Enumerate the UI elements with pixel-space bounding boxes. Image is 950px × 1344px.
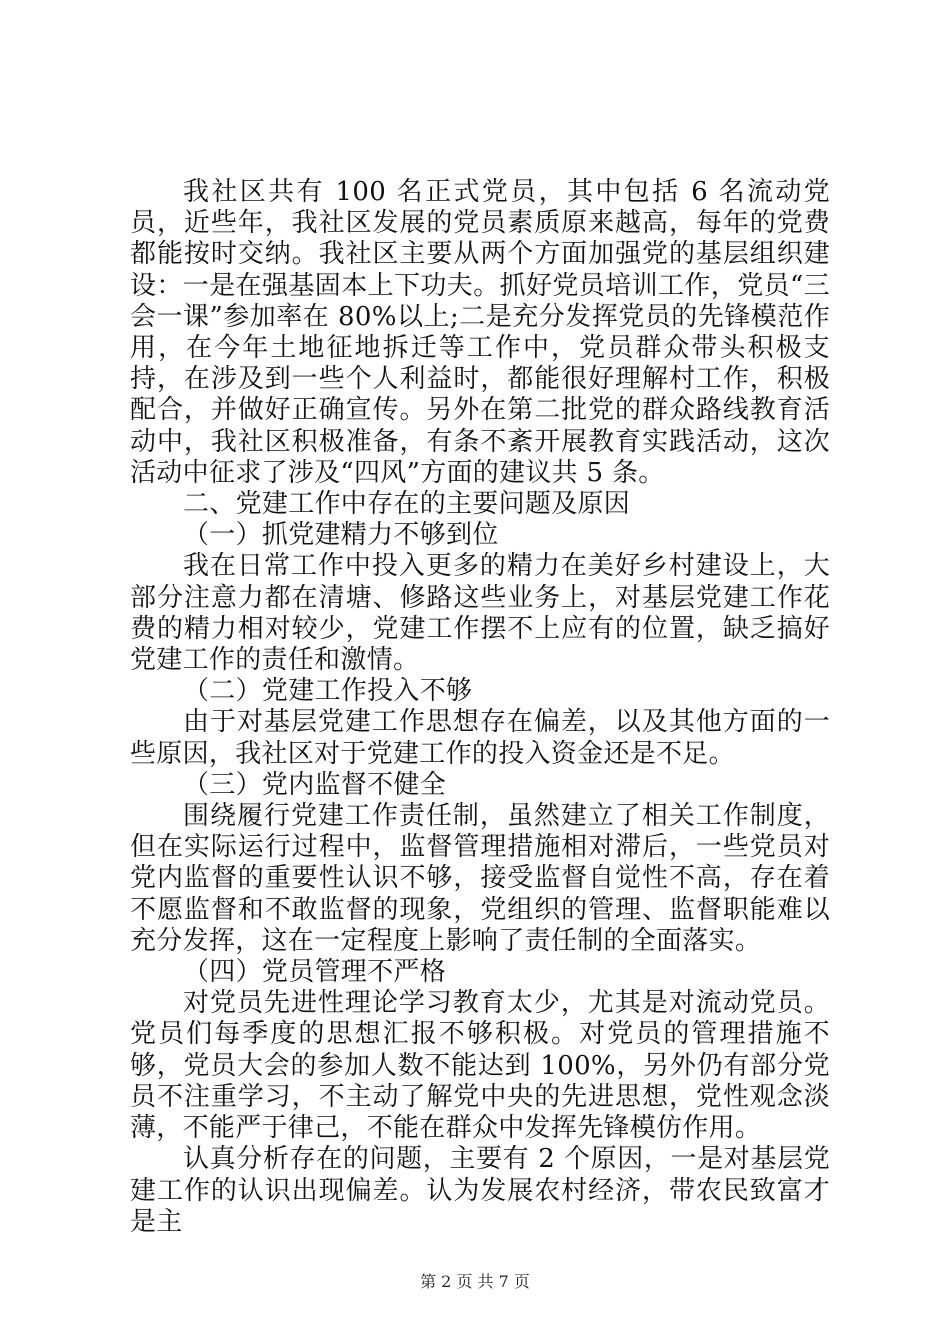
subheading-3: （三）党内监督不健全 [183,769,447,800]
paragraph-3: 围绕履行党建工作责任制，虽然建立了相关工作制度，但在实际运行过程中，监督管理措施相对滞后，一些党员对党内监督的重要性认识不够，接受监督自觉性不高，存在着不愿监督和不敢监督的现象，党组织的管理、监督职能难以充分发挥，这在一定程度上影响了责任制的全面落实。 [130,801,830,956]
section-heading-problems: 二、党建工作中存在的主要问题及原因 [183,489,631,520]
paragraph-causes: 认真分析存在的问题，主要有 2 个原因，一是对基层党建工作的认识出现偏差。认为发展农村经济，带农民致富才是主 [130,1144,830,1237]
paragraph-party-members-overview: 我社区共有 100 名正式党员，其中包括 6 名流动党员，近些年，我社区发展的党员素质原来越高，每年的党费都能按时交纳。我社区主要从两个方面加强党的基层组织建设：一是在强基固本上下功夫。抓好党员培训工作，党员“三会一课”参加率在 80%以上;二是充分发挥党员的先锋模范作用，在今年土地征地拆迁等工作中，党员群众带头积极支持，在涉及到一些个人利益时，都能很好理解村工作，积极配合，并做好正确宣传。另外在第二批党的群众路线教育活动中，我社区积极准备，有条不紊开展教育实践活动，这次活动中征求了涉及“四风”方面的建议共 5 条。 [130,177,830,488]
document-body [130,177,830,1238]
paragraph-2: 由于对基层党建工作思想存在偏差，以及其他方面的一些原因，我社区对于党建工作的投入资金还是不足。 [130,707,830,769]
page-number-footer: 第 2 页 共 7 页 [420,1272,530,1291]
subheading-1: （一）抓党建精力不够到位 [183,520,499,551]
paragraph-4: 对党员先进性理论学习教育太少，尤其是对流动党员。党员们每季度的思想汇报不够积极。对党员的管理措施不够，党员大会的参加人数不能达到 100%，另外仍有部分党员不注重学习，不主动了解党中央的先进思想，党性观念淡薄，不能严于律己，不能在群众中发挥先锋模仿作用。 [130,988,830,1144]
subheading-2: （二）党建工作投入不够 [183,676,473,707]
paragraph-1: 我在日常工作中投入更多的精力在美好乡村建设上，大部分注意力都在清塘、修路这些业务上，对基层党建工作花费的精力相对较少，党建工作摆不上应有的位置，缺乏搞好党建工作的责任和激情。 [130,551,830,676]
subheading-4: （四）党员管理不严格 [183,957,447,988]
